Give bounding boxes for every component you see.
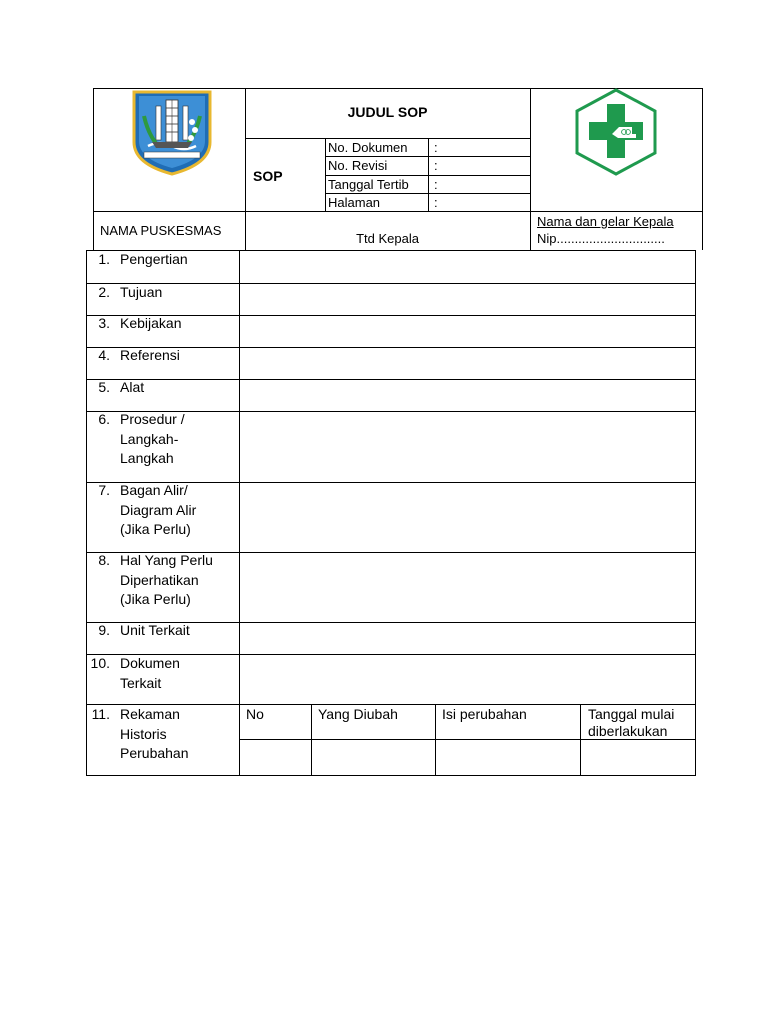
row-number: 5.	[98, 379, 110, 395]
row-number: 8.	[98, 552, 110, 568]
row-number: 4.	[98, 347, 110, 363]
row-label: Pengertian	[120, 251, 188, 267]
row-number: 9.	[98, 622, 110, 638]
meta-label-no-dokumen: No. Dokumen	[328, 140, 408, 155]
row-number: 1.	[98, 251, 110, 267]
meta-label-tanggal-tertib: Tanggal Tertib	[328, 177, 409, 192]
kepala-nip: Nip..............................	[537, 231, 665, 246]
row-number: 2.	[98, 284, 110, 300]
row-label: Prosedur / Langkah-Langkah	[120, 411, 185, 466]
history-header-yang-diubah: Yang Diubah	[318, 706, 398, 722]
row-number: 3.	[98, 315, 110, 331]
puskesmas-logo	[574, 88, 658, 176]
row-label: Hal Yang Perlu Diperhatikan (Jika Perlu)	[120, 552, 213, 607]
kepala-name: Nama dan gelar Kepala	[537, 214, 674, 229]
row-number: 10.	[90, 655, 110, 671]
history-header-no: No	[246, 706, 264, 722]
row-label: Referensi	[120, 347, 180, 363]
meta-label-no-revisi: No. Revisi	[328, 158, 388, 173]
history-header-tanggal-mulai: Tanggal mulai diberlakukan	[588, 706, 675, 739]
row-number: 6.	[98, 411, 110, 427]
nama-puskesmas: NAMA PUSKESMAS	[100, 223, 222, 238]
meta-label-halaman: Halaman	[328, 195, 381, 210]
history-header-isi-perubahan: Isi perubahan	[442, 706, 527, 722]
row-number: 7.	[98, 482, 110, 498]
regency-emblem-logo	[128, 86, 216, 176]
sop-label: SOP	[253, 168, 283, 184]
row-label: Alat	[120, 379, 145, 395]
row-label: Rekaman Historis Perubahan	[120, 706, 189, 761]
row-label: Kebijakan	[120, 315, 182, 331]
meta-value-no-dokumen: :	[434, 140, 438, 155]
meta-value-no-revisi: :	[434, 158, 438, 173]
row-label: Tujuan	[120, 284, 163, 300]
row-label: Dokumen Terkait	[120, 655, 180, 691]
ttd-kepala: Ttd Kepala	[356, 231, 419, 246]
meta-value-tanggal-tertib: :	[434, 177, 438, 192]
row-number: 11.	[91, 706, 110, 722]
row-label: Unit Terkait	[120, 622, 190, 638]
meta-value-halaman: :	[434, 195, 438, 210]
judul-sop-title: JUDUL SOP	[347, 104, 428, 120]
row-label: Bagan Alir/ Diagram Alir (Jika Perlu)	[120, 482, 197, 537]
